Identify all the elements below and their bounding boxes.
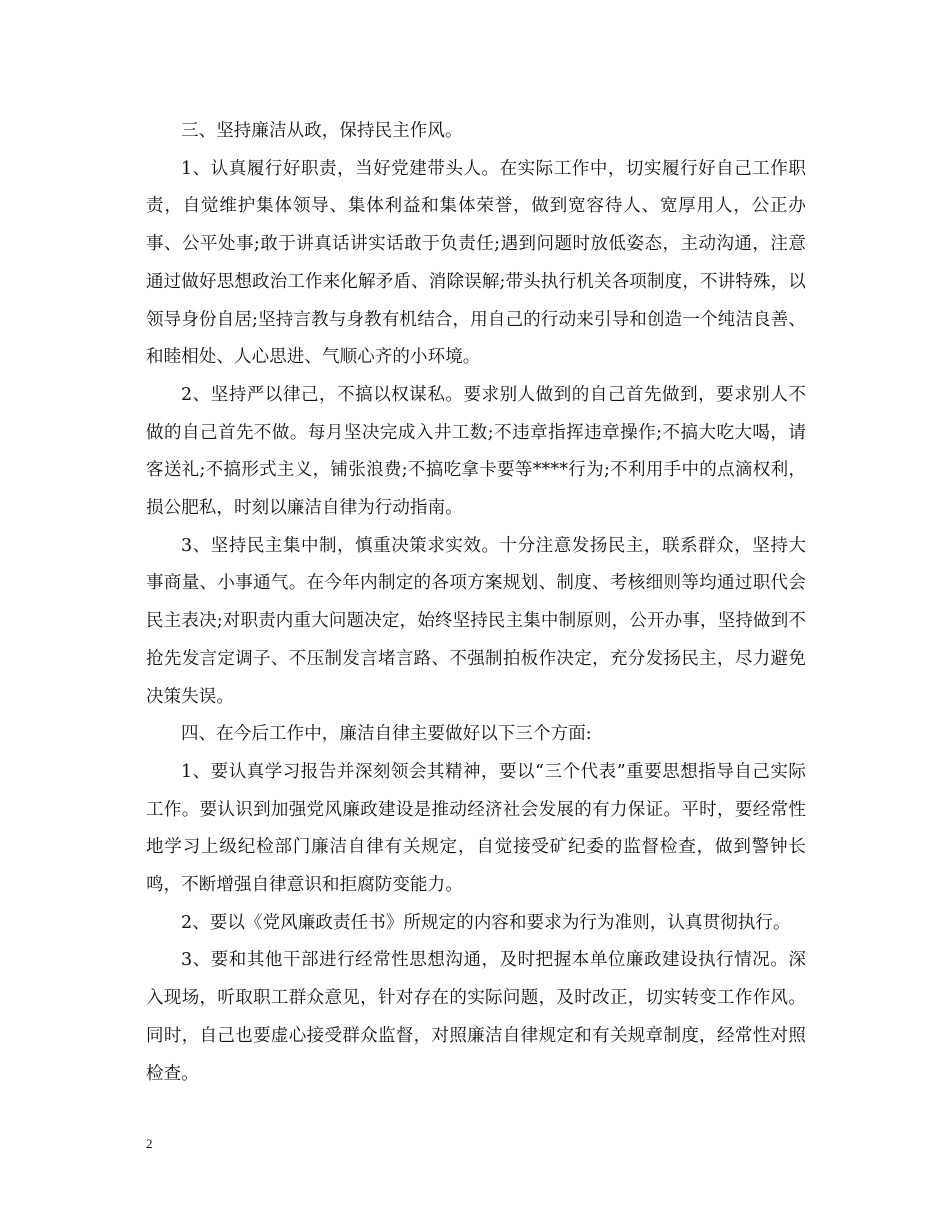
paragraph-duty: 1、认真履行好职责，当好党建带头人。在实际工作中，切实履行好自己工作职责，自觉维护集体领导、集体利益和集体荣誉，做到宽容待人、宽厚用人，公正办事、公平处事;敢于讲真话讲实话敢于负责任;遇到问题时放低姿态，主动沟通，注意通过做好思想政治工作来化解矛盾、消除误解;带头执行机关各项制度，不讲特殊，以领导身份自居;坚持言教与身教有机结合，用自己的行动来引导和创造一个纯洁良善、和睦相处、人心思进、气顺心齐的小环境。 <box>146 158 806 368</box>
paragraph-self-discipline: 2、坚持严以律己，不搞以权谋私。要求别人做到的自己首先做到，要求别人不做的自己首先不做。每月坚决完成入井工数;不违章指挥违章操作;不搞大吃大喝，请客送礼;不搞形式主义，铺张浪费;不搞吃拿卡要等****行为;不利用手中的点滴权利，损公肥私，时刻以廉洁自律为行动指南。 <box>146 384 806 519</box>
section-heading-four: 四、在今后工作中，廉洁自律主要做好以下三个方面: <box>181 724 592 745</box>
document-body <box>146 113 806 1093</box>
section-heading-three: 三、坚持廉洁从政，保持民主作风。 <box>181 121 463 141</box>
paragraph-democratic-centralism: 3、坚持民主集中制，慎重决策求实效。十分注意发扬民主，联系群众，坚持大事商量、小事通气。在今年内制定的各项方案规划、制度、考核细则等均通过职代会民主表决;对职责内重大问题决定，始终坚持民主集中制原则，公开办事，坚持做到不抢先发言定调子、不压制发言堵言路、不强制拍板作决定，充分发扬民主，尽力避免决策失误。 <box>146 535 806 707</box>
page-number: 2 <box>146 1136 153 1151</box>
paragraph-communication: 3、要和其他干部进行经常性思想沟通，及时把握本单位廉政建设执行情况。深入现场，听取职工群众意见，针对存在的实际问题，及时改正，切实转变工作作风。同时，自己也要虚心接受群众监督，对照廉洁自律规定和有关规章制度，经常性对照检查。 <box>146 950 806 1084</box>
paragraph-responsibility-letter: 2、要以《党风廉政责任书》所规定的内容和要求为行为准则，认真贯彻执行。 <box>181 912 791 933</box>
paragraph-study: 1、要认真学习报告并深刻领会其精神，要以“三个代表”重要思想指导自己实际工作。要认识到加强党风廉政建设是推动经济社会发展的有力保证。平时，要经常性地学习上级纪检部门廉洁自律有关规定，自觉接受矿纪委的监督检查，做到警钟长鸣，不断增强自律意识和拒腐防变能力。 <box>146 761 806 896</box>
